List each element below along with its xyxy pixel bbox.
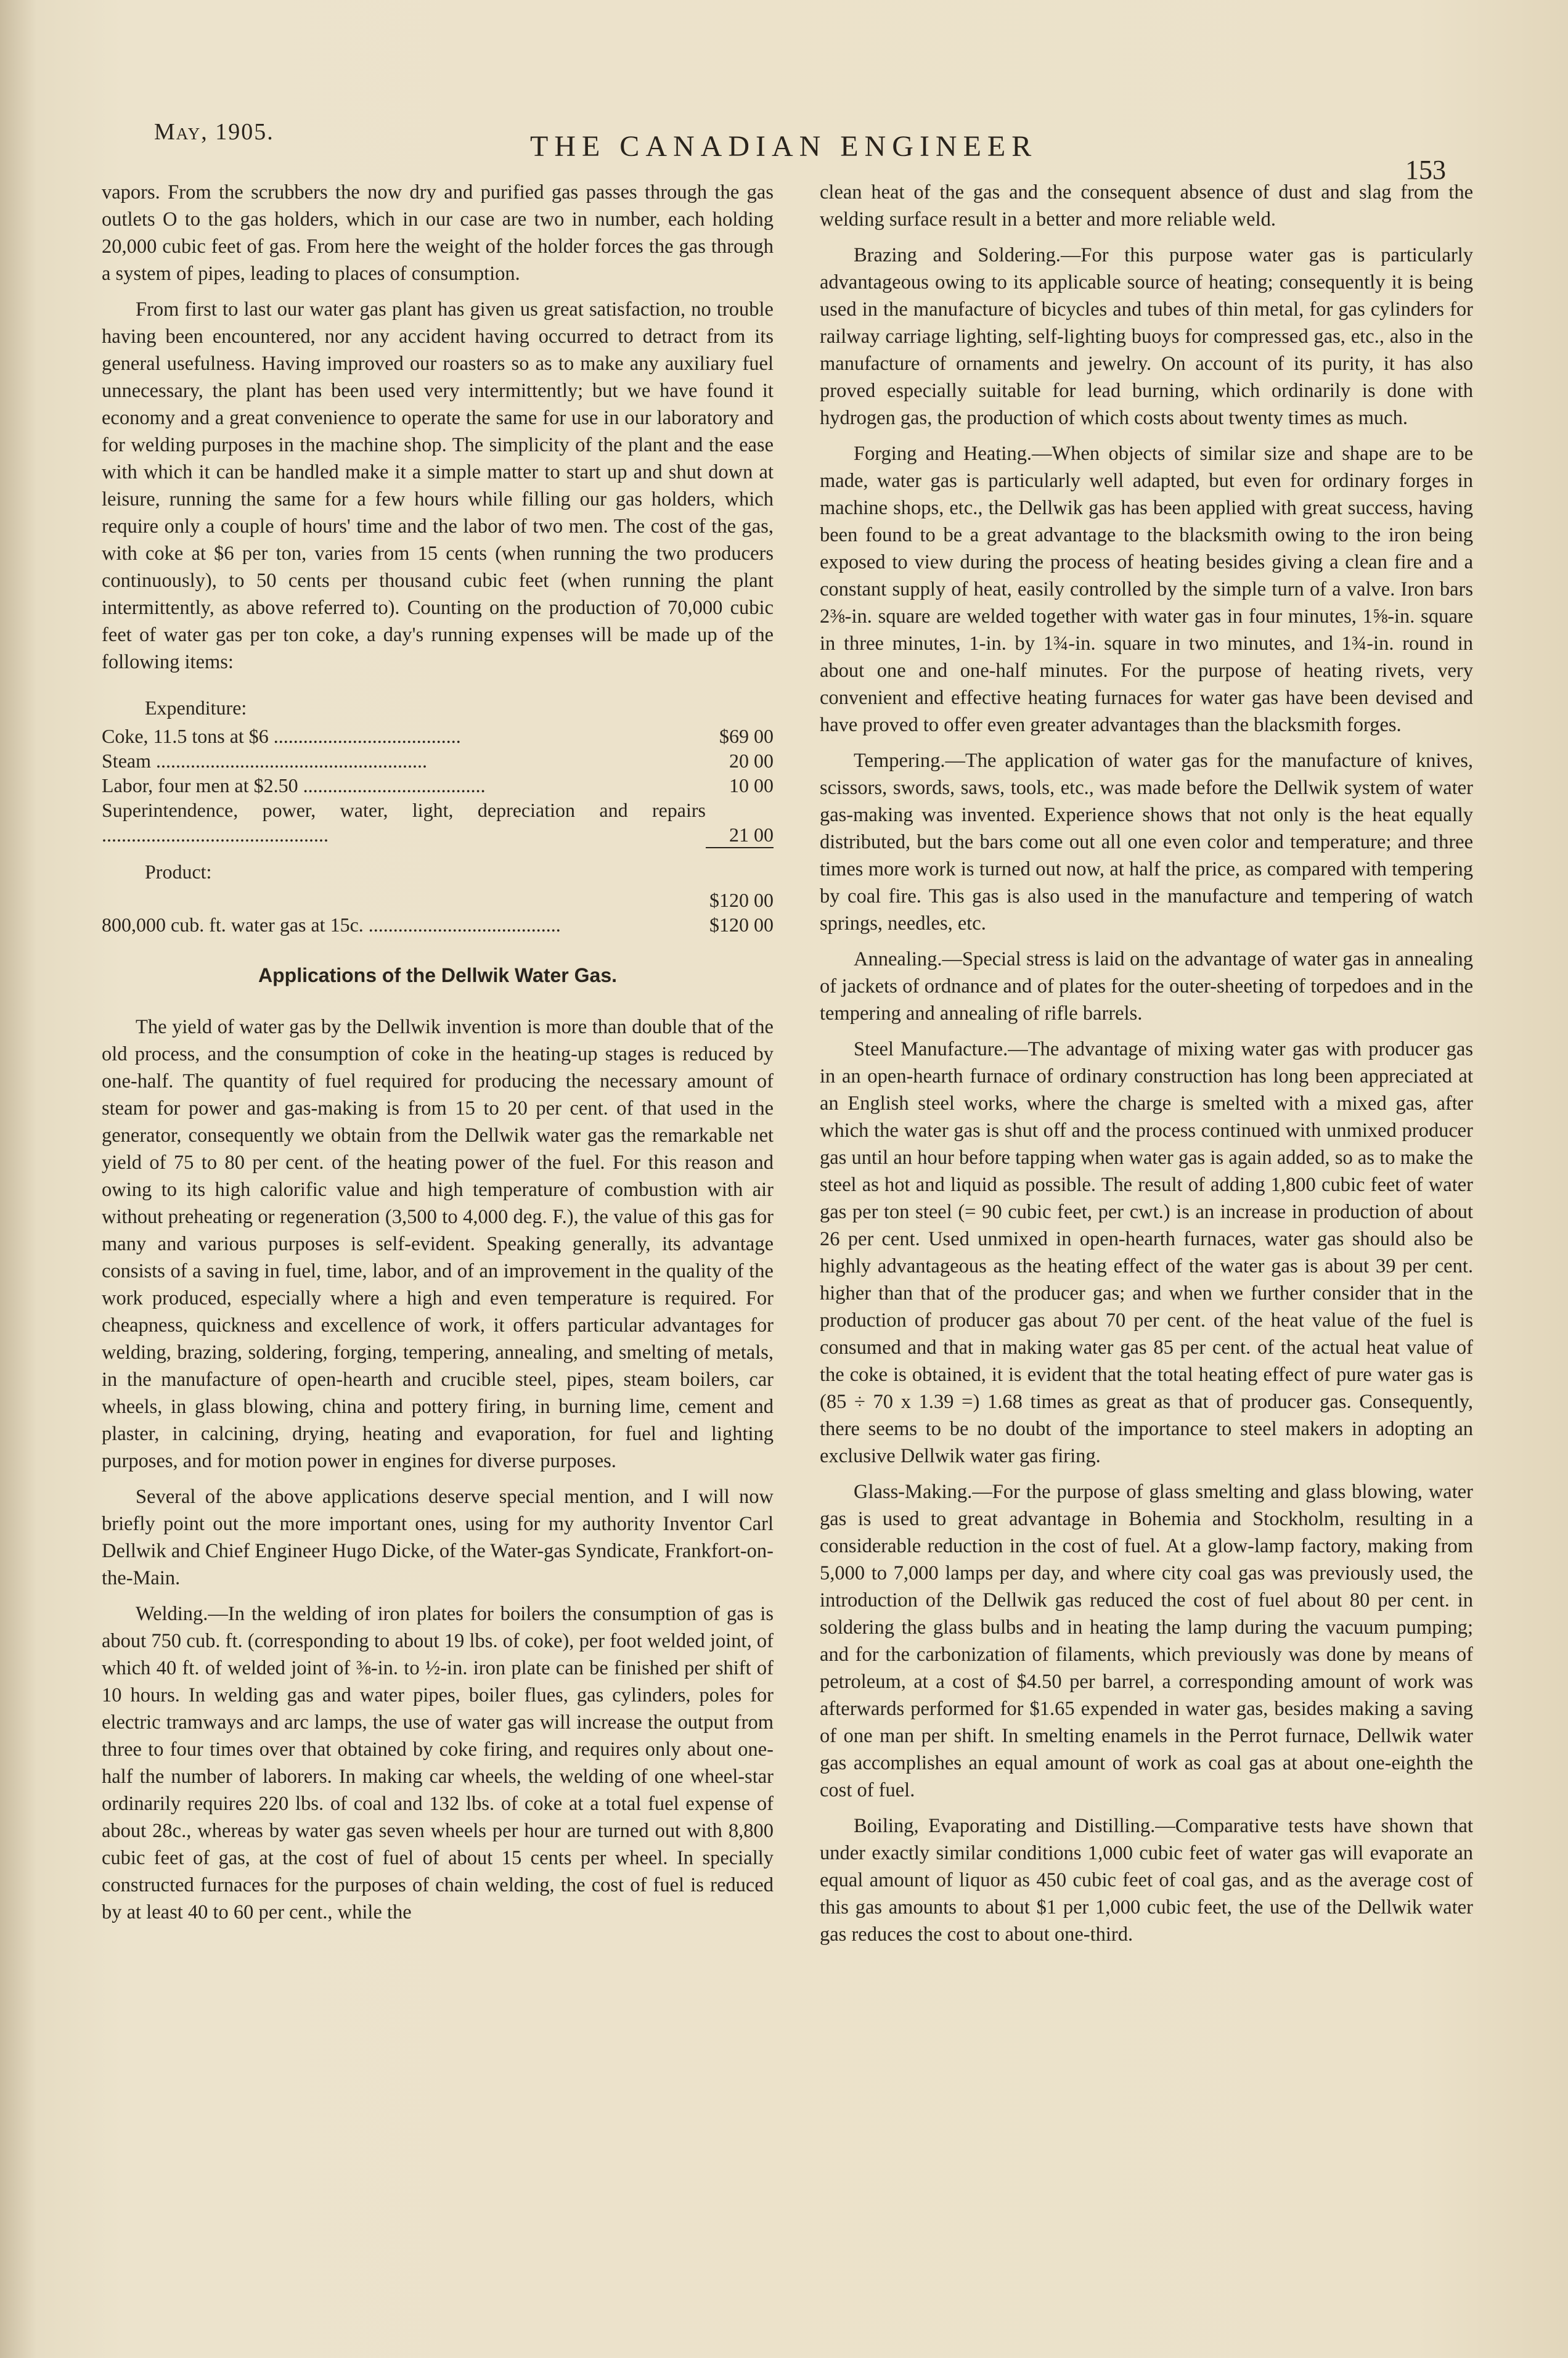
expense-amount: 10 00 — [729, 774, 774, 796]
expense-amount: 21 00 — [729, 824, 774, 846]
table-row — [102, 748, 774, 773]
product-heading: Product: — [145, 861, 212, 883]
table-row — [102, 798, 774, 847]
table-row — [102, 912, 774, 937]
running-head — [0, 111, 1568, 185]
expense-item: Steam ....................................................... — [102, 750, 427, 772]
journal-title: THE CANADIAN ENGINEER — [530, 130, 1038, 163]
table-row — [102, 888, 774, 912]
expense-amount: 20 00 — [729, 750, 774, 772]
paragraph: clean heat of the gas and the consequent absence of dust and slag from the welding surface result in a better and more reliable weld. — [820, 181, 1473, 231]
table-row — [102, 724, 774, 748]
expense-item: Labor, four men at $2.50 ..................................... — [102, 774, 486, 796]
paragraph: Glass-Making.—For the purpose of glass smelting and glass blowing, water gas is used to great advantage in Bohemia and Stockholm, resulting in a considerable reduction in the cost of fuel. At a glow-lamp factory, making from 5,000 to 7,000 lamps per day, and where city coal gas was previously used, the introduction of the Dellwik gas reduced the cost of fuel about 80 per cent. in soldering the glass bulbs and in heating the lamp during the vacuum pumping; and for the carbonization of filaments, which previously was done by means of petroleum, at a cost of $4.50 per barrel, a corresponding amount of work was afterwards performed for $1.65 expended in water gas, besides making a saving of one man per shift. In smelting enamels in the Perrot furnace, Dellwik water gas accomplishes an equal amount of work as coal gas at about one-eighth the cost of fuel. — [820, 1481, 1473, 1801]
total-rule — [706, 847, 774, 854]
paragraph: Forging and Heating.—When objects of similar size and shape are to be made, water gas is particularly well adapted, but even for ordinary forges in machine shops, etc., the Dellwik gas has been applied with great success, having been found to be a great advantage to the blacksmith owing to the iron being exposed to view during the process of heating besides giving a clean fire and a constant supply of heat, easily controlled by the simple turn of a valve. Iron bars 2⅜-in. square are welded together with water gas in four minutes, 1⅝-in. square in three minutes, 1-in. by 1¾-in. square in two minutes, and 1¾-in. round in about one and one-half minutes. For the purpose of heating rivets, very convenient and effective heating furnaces for water gas have been devised and have proved to offer even greater advantages than the blacksmith forges. — [820, 443, 1473, 736]
issue-date: May, 1905. — [154, 119, 274, 145]
product-item: 800,000 cub. ft. water gas at 15c. ....................................... — [102, 914, 561, 936]
right-column — [820, 179, 1473, 1957]
paragraph: Several of the above applications deserve special mention, and I will now briefly point out the more important ones, using for my authority Inventor Carl Dellwik and Chief Engineer Hugo Dicke, of the Water-gas Syndicate, Frankfort-on-the-Main. — [102, 1486, 774, 1589]
expense-amount: $69 00 — [719, 725, 774, 747]
paragraph: Steel Manufacture.—The advantage of mixing water gas with producer gas in an open-hearth furnace of ordinary construction has long been appreciated at an English steel works, where the charge is smelted with a mixed gas, after which the water gas is shut off and the process continued with unmixed producer gas until an hour before tapping when water gas is again added, so as to make the steel as hot and liquid as possible. The result of adding 1,800 cubic feet of water gas per ton steel (= 90 cubic feet, per cwt.) is an increase in production of about 26 per cent. Used unmixed in open-hearth furnaces, water gas should also be highly advantageous as the heating effect of the water gas is about 39 per cent. higher than that of the producer gas; and when we further consider that in the production of producer gas about 70 per cent. of the heat value of the fuel is consumed and that in making water gas 85 per cent. of the actual heat value of the coke is obtained, it is evident that the total heating effect of pure water gas is (85 ÷ 70 x 1.39 =) 1.68 times as great as that of producer gas. Consequently, there seems to be no doubt of the importance to steel makers in adopting an exclusive Dellwik water gas firing. — [820, 1038, 1473, 1467]
product-table — [102, 888, 774, 937]
paragraph: vapors. From the scrubbers the now dry and purified gas passes through the gas outlets O to the gas holders, which in our case are two in number, each holding 20,000 cubic feet of gas. From here the weight of the holder forces the gas through a system of pipes, leading to places of consumption. — [102, 181, 774, 285]
paragraph: The yield of water gas by the Dellwik invention is more than double that of the old process, and the consumption of coke in the heating-up stages is reduced by one-half. The quantity of fuel required for producing the necessary amount of steam for power and gas-making is from 15 to 20 per cent. of that used in the generator, consequently we obtain from the Dellwik water gas the remarkable net yield of 75 to 80 per cent. of the heating power of the fuel. For this reason and owing to its high calorific value and high temperature of combustion with air without preheating or regeneration (3,500 to 4,000 deg. F.), the value of this gas for many and various purposes is self-evident. Speaking generally, its advantage consists of a saving in fuel, time, labor, and of an improvement in the quality of the work produced, especially where a high and even temperature is required. For cheapness, quickness and excellence of work, it offers particular advantages for welding, brazing, soldering, forging, tempering, annealing, and smelting of metals, in the manufacture of open-hearth and crucible steel, pipes, steam boilers, car wheels, in glass blowing, china and pottery firing, in burning lime, cement and plaster, in calcining, drying, heating and evaporation, for fuel and lighting purposes, and for motion power in engines for diverse purposes. — [102, 1016, 774, 1472]
paragraph: Boiling, Evaporating and Distilling.—Comparative tests have shown that under exactly similar conditions 1,000 cubic feet of water gas will evaporate an equal amount of liquor as 450 cubic feet of coal gas, and as the average cost of this gas amounts to about $1 per 1,000 cubic feet, the use of the Dellwik water gas reduces the cost to about one-third. — [820, 1815, 1473, 1946]
product-amount: $120 00 — [709, 914, 774, 936]
section-heading: Applications of the Dellwik Water Gas. — [258, 964, 618, 986]
paragraph: Annealing.—Special stress is laid on the advantage of water gas in annealing of jackets of ordnance and of plates for the outer-sheeting of torpedoes and in the tempering and annealing of rifle barrels. — [820, 948, 1473, 1025]
left-column — [102, 179, 774, 1934]
page-number: 153 — [1405, 155, 1446, 185]
expense-item: Coke, 11.5 tons at $6 ...................................... — [102, 725, 461, 747]
expense-total: $120 00 — [709, 889, 774, 911]
expense-table — [102, 724, 774, 854]
paragraph: From first to last our water gas plant has given us great satisfaction, no trouble having been encountered, nor any accident having occurred to detract from its general usefulness. Having improved our roasters so as to make any auxiliary fuel unnecessary, the plant has been used very intermittently; but we have found it economy and a great convenience to operate the same for use in our laboratory and for welding purposes in the machine shop. The simplicity of the plant and the ease with which it can be handled make it a simple matter to start up and shut down at leisure, running the same for a few hours while filling our gas holders, which require only a couple of hours' time and the labor of two men. The cost of the gas, with coke at $6 per ton, varies from 15 cents (when running the two producers continuously), to 50 cents per thousand cubic feet (when running the plant intermittently, as above referred to). Counting on the production of 70,000 cubic feet of water gas per ton coke, a day's running expenses will be made up of the following items: — [102, 298, 774, 673]
paragraph: Brazing and Soldering.—For this purpose water gas is particularly advantageous owing to its applicable source of heating; consequently it is being used in the manufacture of bicycles and tubes of thin metal, for gas cylinders for railway carriage lighting, self-lighting buoys for compressed gas, etc., also in the manufacture of ornaments and jewelry. On account of its purity, it has also proved especially suitable for lead burning, which ordinarily is done with hydrogen gas, the production of which costs about twenty times as much. — [820, 244, 1473, 429]
expenditure-heading: Expenditure: — [145, 697, 247, 719]
paragraph: Tempering.—The application of water gas for the manufacture of knives, scissors, swords, saws, tools, etc., was made before the Dellwik system of water gas-making was invented. Experience shows that not only is the heat equally distributed, but the bars come out all one even color and temperature; and three times more work is turned out now, at half the price, as compared with tempering by coal fire. This gas is also used in the manufacture and tempering of watch springs, needles, etc. — [820, 750, 1473, 935]
paragraph: Welding.—In the welding of iron plates for boilers the consumption of gas is about 750 cub. ft. (corresponding to about 19 lbs. of coke), per foot welded joint, of which 40 ft. of welded joint of ⅜-in. to ½-in. iron plate can be finished per shift of 10 hours. In welding gas and water pipes, boiler flues, gas cylinders, poles for electric tramways and arc lamps, the use of water gas will increase the output from three to four times over that obtained by coke firing, and requires only about one-half the number of laborers. In making car wheels, the welding of one wheel-star ordinarily requires 220 lbs. of coal and 132 lbs. of coke at a total fuel expense of about 28c., whereas by water gas seven wheels per hour are turned out with 8,800 cubic feet of gas, at the cost of fuel of about 15 cents per wheel. In specially constructed furnaces for the purposes of chain welding, the cost of fuel is reduced by at least 40 to 60 per cent., while the — [102, 1603, 774, 1923]
table-row — [102, 847, 774, 854]
table-row — [102, 773, 774, 798]
expense-item: Superintendence, power, water, light, depreciation and repairs .............................................. — [102, 799, 706, 846]
